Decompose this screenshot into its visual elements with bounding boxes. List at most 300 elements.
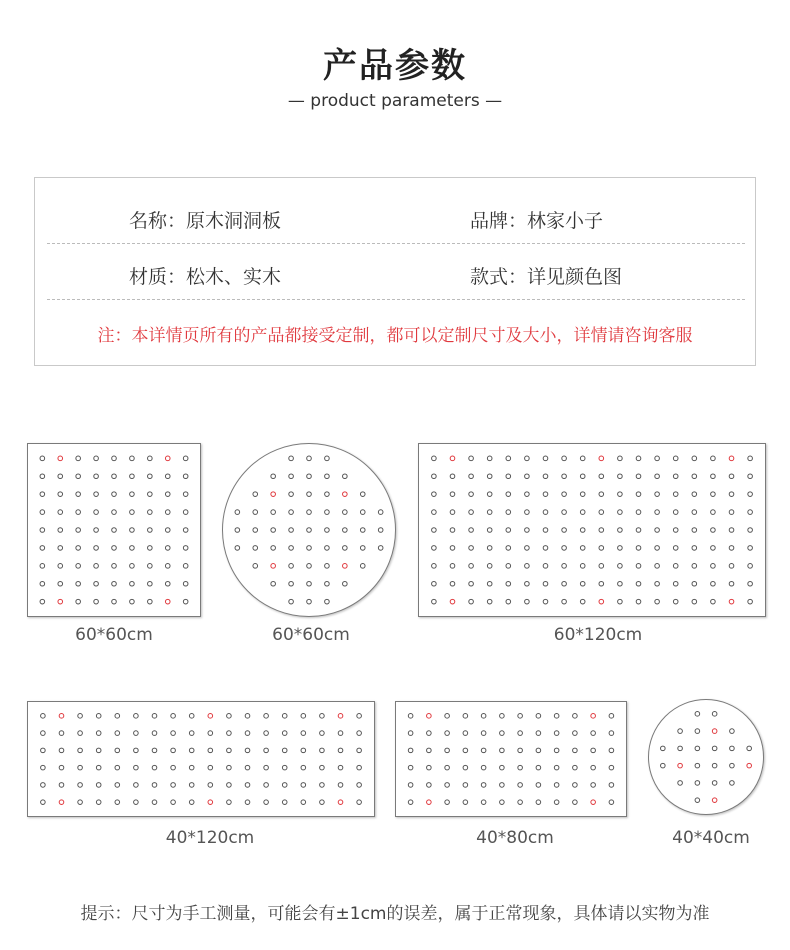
peg-hole: [599, 510, 604, 515]
peg-hole: [130, 599, 135, 604]
peg-hole: [134, 800, 139, 805]
peg-hole: [76, 599, 81, 604]
peg-hole: [463, 714, 468, 719]
peg-hole: [171, 765, 176, 770]
pegboard-rect: [395, 701, 627, 817]
peg-hole: [183, 492, 188, 497]
peg-hole: [183, 581, 188, 586]
peg-hole: [78, 800, 83, 805]
peg-hole-marked: [427, 714, 432, 719]
peg-hole: [40, 474, 45, 479]
peg-hole: [506, 528, 511, 533]
peg-hole: [432, 599, 437, 604]
peg-hole: [325, 581, 330, 586]
peg-hole: [506, 474, 511, 479]
peg-hole: [487, 456, 492, 461]
peg-hole: [730, 746, 735, 751]
peg-hole: [76, 528, 81, 533]
peg-hole: [506, 599, 511, 604]
peg-hole: [40, 599, 45, 604]
peg-hole: [130, 474, 135, 479]
peg-hole: [518, 765, 523, 770]
peg-hole: [320, 800, 325, 805]
peg-hole: [525, 581, 530, 586]
peg-hole: [40, 456, 45, 461]
peg-hole: [40, 564, 45, 569]
peg-hole: [573, 783, 578, 788]
peg-hole: [41, 765, 46, 770]
peg-hole: [338, 783, 343, 788]
peg-hole: [40, 581, 45, 586]
peg-hole: [445, 765, 450, 770]
peg-hole: [525, 456, 530, 461]
peg-hole: [171, 800, 176, 805]
peg-hole: [536, 714, 541, 719]
peg-hole: [748, 510, 753, 515]
peg-hole: [408, 748, 413, 753]
peg-hole: [618, 581, 623, 586]
peg-hole: [271, 510, 276, 515]
peg-hole: [618, 546, 623, 551]
peg-hole: [41, 714, 46, 719]
peg-hole: [673, 564, 678, 569]
peg-hole: [678, 746, 683, 751]
peg-hole-marked: [591, 714, 596, 719]
peg-hole: [325, 528, 330, 533]
peg-hole: [130, 581, 135, 586]
peg-hole: [481, 731, 486, 736]
peg-hole: [712, 712, 717, 717]
peg-hole: [618, 510, 623, 515]
peg-hole: [152, 731, 157, 736]
peg-hole: [599, 528, 604, 533]
board-size-label: 40*120cm: [165, 828, 255, 848]
peg-hole: [58, 510, 63, 515]
peg-hole: [562, 564, 567, 569]
peg-hole: [562, 474, 567, 479]
peg-hole: [445, 800, 450, 805]
peg-hole: [673, 492, 678, 497]
peg-hole: [636, 546, 641, 551]
peg-hole: [543, 492, 548, 497]
peg-hole: [94, 474, 99, 479]
peg-hole: [543, 510, 548, 515]
peg-hole: [148, 510, 153, 515]
peg-hole: [655, 474, 660, 479]
peg-hole: [189, 783, 194, 788]
peg-hole: [580, 456, 585, 461]
peg-hole: [469, 528, 474, 533]
peg-hole: [673, 528, 678, 533]
peg-hole: [264, 765, 269, 770]
peg-hole: [148, 564, 153, 569]
peg-hole: [450, 474, 455, 479]
peg-hole: [711, 599, 716, 604]
peg-holes: [649, 700, 763, 814]
peg-hole-marked: [599, 599, 604, 604]
peg-hole: [469, 474, 474, 479]
peg-hole: [357, 765, 362, 770]
peg-hole: [747, 746, 752, 751]
peg-hole: [432, 581, 437, 586]
peg-hole: [40, 510, 45, 515]
peg-hole: [487, 564, 492, 569]
peg-hole: [573, 800, 578, 805]
peg-hole: [115, 800, 120, 805]
peg-hole: [96, 731, 101, 736]
peg-hole: [562, 581, 567, 586]
peg-hole: [94, 599, 99, 604]
peg-hole: [609, 783, 614, 788]
peg-hole: [432, 492, 437, 497]
peg-hole: [730, 729, 735, 734]
peg-hole: [78, 765, 83, 770]
peg-hole: [450, 546, 455, 551]
peg-hole: [307, 581, 312, 586]
peg-hole: [518, 731, 523, 736]
peg-hole: [469, 456, 474, 461]
peg-hole: [500, 714, 505, 719]
peg-hole: [148, 474, 153, 479]
peg-hole: [427, 731, 432, 736]
peg-hole: [165, 546, 170, 551]
peg-hole: [360, 510, 365, 515]
peg-hole: [487, 599, 492, 604]
peg-hole: [264, 800, 269, 805]
peg-hole: [94, 492, 99, 497]
peg-hole: [506, 564, 511, 569]
peg-hole: [655, 581, 660, 586]
peg-hole: [500, 731, 505, 736]
peg-hole-marked: [208, 714, 213, 719]
peg-hole: [134, 783, 139, 788]
peg-hole: [661, 763, 666, 768]
measurement-tip: 提示：尺寸为手工测量，可能会有±1cm的误差，属于正常现象，具体请以实物为准: [80, 904, 710, 924]
pegboard-rect: [27, 701, 375, 817]
peg-hole: [536, 731, 541, 736]
peg-hole: [320, 748, 325, 753]
peg-hole: [282, 748, 287, 753]
peg-hole: [554, 783, 559, 788]
peg-hole: [289, 599, 294, 604]
peg-hole: [301, 783, 306, 788]
peg-hole: [76, 546, 81, 551]
peg-hole: [152, 800, 157, 805]
peg-hole: [678, 781, 683, 786]
peg-hole: [518, 800, 523, 805]
peg-hole: [115, 731, 120, 736]
peg-hole: [360, 528, 365, 533]
peg-hole: [469, 564, 474, 569]
peg-hole: [618, 528, 623, 533]
peg-hole-marked: [59, 714, 64, 719]
peg-hole: [59, 748, 64, 753]
peg-hole: [152, 765, 157, 770]
peg-hole: [695, 763, 700, 768]
peg-hole: [748, 528, 753, 533]
peg-hole: [152, 714, 157, 719]
pegboard-round: [222, 443, 396, 617]
peg-hole: [692, 474, 697, 479]
peg-hole: [469, 546, 474, 551]
peg-hole: [618, 492, 623, 497]
pegboard-round: [648, 699, 764, 815]
peg-hole: [360, 492, 365, 497]
peg-hole: [307, 492, 312, 497]
peg-hole: [599, 546, 604, 551]
peg-hole: [289, 510, 294, 515]
peg-hole: [673, 581, 678, 586]
peg-hole: [112, 510, 117, 515]
peg-hole: [543, 599, 548, 604]
peg-hole-marked: [59, 800, 64, 805]
peg-hole: [301, 748, 306, 753]
peg-hole: [748, 546, 753, 551]
peg-hole: [573, 765, 578, 770]
peg-hole: [432, 474, 437, 479]
peg-hole: [148, 528, 153, 533]
peg-hole: [712, 781, 717, 786]
peg-hole: [711, 546, 716, 551]
product-style: 款式：详见颜色图: [470, 266, 623, 288]
product-material: 材质：松木、实木: [129, 266, 282, 288]
peg-hole: [152, 783, 157, 788]
peg-hole: [208, 783, 213, 788]
peg-hole: [525, 546, 530, 551]
peg-holes: [28, 444, 200, 616]
peg-hole: [748, 564, 753, 569]
peg-hole: [506, 510, 511, 515]
page-title: 产品参数: [323, 46, 467, 86]
peg-hole: [450, 492, 455, 497]
peg-hole: [692, 564, 697, 569]
peg-hole: [655, 564, 660, 569]
peg-hole: [59, 783, 64, 788]
peg-hole: [245, 783, 250, 788]
peg-hole: [171, 783, 176, 788]
peg-hole: [673, 599, 678, 604]
peg-hole: [636, 474, 641, 479]
peg-hole: [130, 456, 135, 461]
peg-hole: [227, 765, 232, 770]
peg-hole: [183, 528, 188, 533]
peg-hole: [554, 800, 559, 805]
peg-hole: [189, 800, 194, 805]
board-size-label: 60*60cm: [75, 625, 153, 645]
peg-hole: [711, 581, 716, 586]
peg-hole: [536, 800, 541, 805]
peg-hole: [357, 748, 362, 753]
peg-hole: [171, 731, 176, 736]
peg-hole: [636, 456, 641, 461]
peg-hole-marked: [599, 456, 604, 461]
peg-hole: [307, 456, 312, 461]
peg-hole: [378, 528, 383, 533]
peg-hole: [227, 800, 232, 805]
peg-hole: [253, 492, 258, 497]
peg-hole: [148, 546, 153, 551]
peg-hole: [282, 783, 287, 788]
peg-hole: [487, 510, 492, 515]
peg-hole: [94, 456, 99, 461]
peg-hole: [580, 581, 585, 586]
peg-hole: [264, 748, 269, 753]
peg-hole: [338, 748, 343, 753]
peg-hole: [59, 731, 64, 736]
peg-hole: [183, 474, 188, 479]
peg-hole: [692, 599, 697, 604]
peg-hole: [432, 510, 437, 515]
peg-hole: [289, 564, 294, 569]
peg-hole: [245, 714, 250, 719]
peg-hole: [343, 581, 348, 586]
peg-hole: [41, 783, 46, 788]
peg-hole: [148, 456, 153, 461]
peg-hole: [235, 528, 240, 533]
peg-hole: [729, 474, 734, 479]
peg-hole: [325, 564, 330, 569]
peg-hole: [307, 599, 312, 604]
peg-hole: [580, 474, 585, 479]
peg-hole: [673, 510, 678, 515]
peg-hole: [264, 714, 269, 719]
peg-hole: [227, 714, 232, 719]
peg-hole: [432, 546, 437, 551]
peg-hole: [235, 510, 240, 515]
peg-hole: [183, 599, 188, 604]
peg-hole: [320, 765, 325, 770]
peg-hole: [325, 599, 330, 604]
peg-hole: [115, 714, 120, 719]
peg-hole: [130, 528, 135, 533]
peg-hole: [729, 492, 734, 497]
peg-hole: [343, 546, 348, 551]
peg-hole-marked: [729, 599, 734, 604]
peg-hole: [599, 474, 604, 479]
peg-hole: [543, 546, 548, 551]
peg-hole: [748, 599, 753, 604]
peg-hole: [636, 599, 641, 604]
pegboard-rect: [418, 443, 766, 617]
peg-hole: [711, 492, 716, 497]
peg-hole: [245, 800, 250, 805]
peg-hole: [271, 546, 276, 551]
peg-hole: [134, 714, 139, 719]
peg-hole: [96, 800, 101, 805]
peg-hole: [599, 581, 604, 586]
peg-hole: [427, 748, 432, 753]
peg-hole: [189, 714, 194, 719]
peg-hole: [282, 765, 287, 770]
peg-hole: [711, 510, 716, 515]
peg-hole: [148, 581, 153, 586]
peg-hole: [307, 546, 312, 551]
peg-holes: [223, 444, 395, 616]
peg-hole: [189, 748, 194, 753]
peg-hole: [525, 599, 530, 604]
peg-hole: [301, 765, 306, 770]
peg-hole: [115, 748, 120, 753]
peg-hole-marked: [338, 714, 343, 719]
peg-hole: [325, 546, 330, 551]
peg-hole: [208, 731, 213, 736]
peg-hole: [695, 712, 700, 717]
peg-hole: [655, 599, 660, 604]
peg-hole: [307, 528, 312, 533]
peg-hole: [112, 492, 117, 497]
peg-hole: [525, 564, 530, 569]
peg-hole: [712, 763, 717, 768]
peg-hole: [506, 492, 511, 497]
peg-hole: [264, 731, 269, 736]
peg-hole: [450, 564, 455, 569]
peg-hole: [253, 510, 258, 515]
peg-hole: [636, 492, 641, 497]
peg-hole: [487, 492, 492, 497]
peg-hole: [112, 581, 117, 586]
peg-hole: [525, 528, 530, 533]
peg-hole: [562, 528, 567, 533]
peg-hole: [112, 564, 117, 569]
peg-hole: [325, 456, 330, 461]
peg-hole: [580, 599, 585, 604]
peg-hole: [59, 765, 64, 770]
peg-hole: [445, 731, 450, 736]
peg-hole: [432, 456, 437, 461]
peg-hole: [427, 765, 432, 770]
peg-hole: [591, 748, 596, 753]
peg-hole: [536, 783, 541, 788]
peg-hole: [562, 599, 567, 604]
peg-hole: [445, 748, 450, 753]
peg-hole: [301, 731, 306, 736]
peg-hole: [469, 581, 474, 586]
product-name: 名称：原木洞洞板: [129, 210, 282, 232]
peg-hole: [282, 731, 287, 736]
customization-note: 注：本详情页所有的产品都接受定制，都可以定制尺寸及大小，详情请咨询客服: [97, 326, 693, 346]
peg-hole: [487, 528, 492, 533]
peg-hole: [450, 581, 455, 586]
peg-hole-marked: [450, 599, 455, 604]
peg-hole: [554, 748, 559, 753]
peg-hole: [289, 528, 294, 533]
peg-hole: [609, 765, 614, 770]
peg-hole: [500, 748, 505, 753]
peg-hole-marked: [712, 729, 717, 734]
peg-hole: [289, 546, 294, 551]
peg-hole: [96, 714, 101, 719]
peg-hole-marked: [591, 800, 596, 805]
peg-hole-marked: [450, 456, 455, 461]
peg-hole: [325, 492, 330, 497]
peg-hole: [599, 492, 604, 497]
peg-hole: [481, 783, 486, 788]
peg-hole: [609, 748, 614, 753]
peg-hole: [115, 783, 120, 788]
peg-hole: [695, 798, 700, 803]
peg-hole: [130, 564, 135, 569]
peg-hole: [661, 746, 666, 751]
peg-hole: [729, 564, 734, 569]
peg-hole: [655, 492, 660, 497]
peg-hole: [543, 564, 548, 569]
peg-hole: [729, 510, 734, 515]
peg-hole: [481, 800, 486, 805]
peg-hole: [711, 564, 716, 569]
peg-hole: [506, 456, 511, 461]
peg-hole: [469, 510, 474, 515]
peg-hole: [506, 546, 511, 551]
